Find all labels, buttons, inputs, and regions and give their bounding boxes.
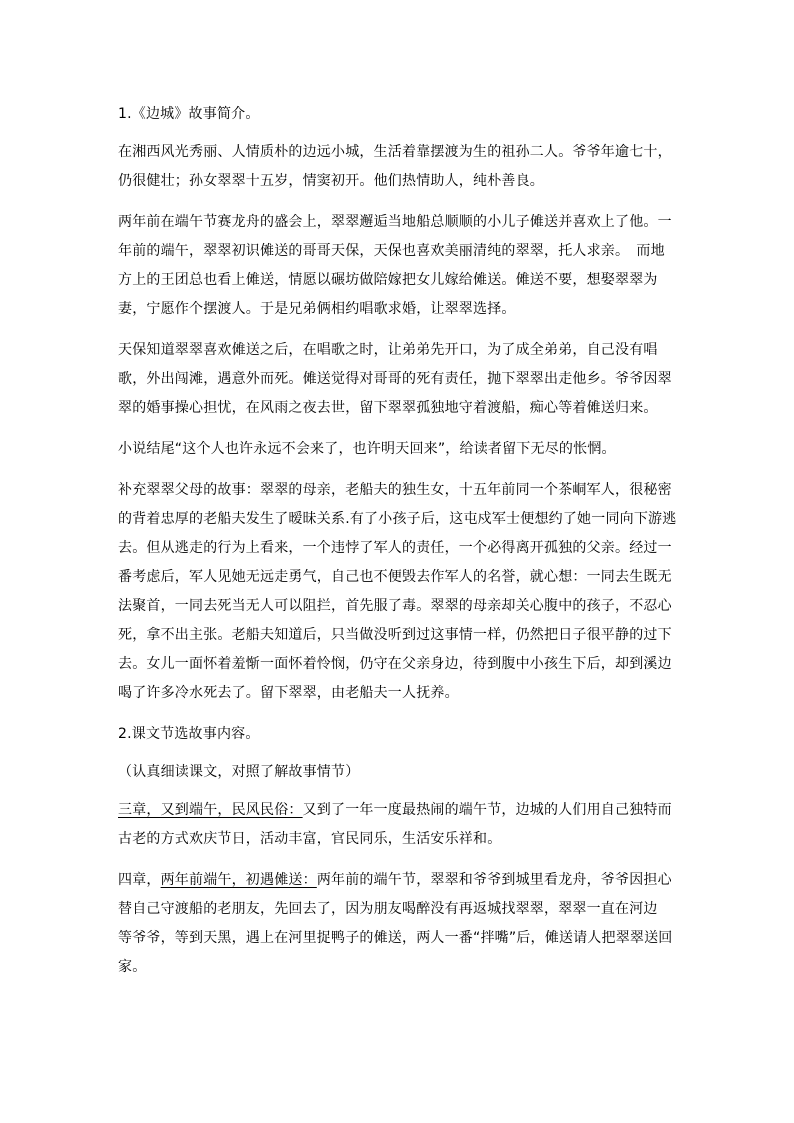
section-1-heading: 1.《边城》故事简介。	[118, 106, 260, 122]
chapter-3-paragraph	[118, 796, 678, 854]
plot-paragraph-2: 天保知道翠翠喜欢傩送之后，在唱歌之时，让弟弟先开口，为了成全弟弟，自己没有唱歌，外出闯滩，遇意外而死。傩送觉得对哥哥的死有责任，抛下翠翠出走他乡。爷爷因翠翠的婚事操心担忧，在风雨之夜去世，留下翠翠孤独地守着渡船，痴心等着傩送归来。	[118, 342, 672, 416]
chapter-4-prefix: 四章，	[118, 872, 161, 888]
chapter-4-paragraph	[118, 866, 678, 982]
chapter-4-label: 两年前端午，初遇傩送：	[160, 872, 317, 888]
plot-paragraph-1: 两年前在端午节赛龙舟的盛会上，翠翠邂逅当地船总顺顺的小儿子傩送并喜欢上了他。一年前的端午，翠翠初识傩送的哥哥天保，天保也喜欢美丽清纯的翠翠，托人求亲。 而地方上的王团总也看上傩送，情愿以碾坊做陪嫁把女儿嫁给傩送。傩送不要，想娶翠翠为妻，宁愿作个摆渡人。于是兄弟俩相约唱歌求婚，让翠翠选择。	[118, 214, 672, 317]
ending-paragraph: 小说结尾“这个人也许永远不会来了，也许明天回来”，给读者留下无尽的怅惘。	[118, 441, 616, 457]
chapter-4-text: 两年前的端午节，翠翠和爷爷到城里看龙舟，爷爷因担心替自己守渡船的老朋友，先回去了，因为朋友喝醉没有再返城找翠翠，翠翠一直在河边 等爷爷，等到天黑，遇上在河里捉鸭子的傩送，两人一番“拌嘴”后，傩送请人把翠翠送回家。	[118, 872, 673, 975]
intro-paragraph: 在湘西风光秀丽、人情质朴的边远小城，生活着靠摆渡为生的祖孙二人。爷爷年逾七十，仍很健壮；孙女翠翠十五岁，情窦初开。他们热情助人，纯朴善良。	[118, 144, 672, 189]
parents-story-paragraph: 补充翠翠父母的故事：翠翠的母亲，老船夫的独生女，十五年前同一个茶峒军人，很秘密的背着忠厚的老船夫发生了暧昧关系.有了小孩子后，这屯戍军士便想约了她一同向下游逃去。但从逃走的行为上看来，一个违悖了军人的责任，一个必得离开孤独的父亲。经过一番考虑后，军人见她无远走勇气，自己也不便毁去作军人的名誉，就心想：一同去生既无法聚首，一同去死当无人可以阻拦，首先服了毒。翠翠的母亲却关心腹中的孩子，不忍心死，拿不出主张。老船夫知道后，只当做没听到过这事情一样，仍然把日子很平静的过下去。女儿一面怀着羞惭一面怀着怜悯，仍守在父亲身边，待到腹中小孩生下后，却到溪边喝了许多冷水死去了。留下翠翠，由老船夫一人抚养。	[118, 482, 677, 701]
section-2-note: （认真细读课文，对照了解故事情节）	[118, 764, 360, 780]
chapter-3-text: 又到了一年一度最热闹的端午节，边城的人们用自己独特而古老的方式欢庆节日，活动丰富，官民同乐，生活安乐祥和。	[118, 802, 672, 847]
chapter-3-label: 三章，又到端午，民风民俗：	[118, 802, 303, 818]
document-page	[118, 100, 678, 994]
section-2-heading: 2.课文节选故事内容。	[118, 726, 260, 742]
